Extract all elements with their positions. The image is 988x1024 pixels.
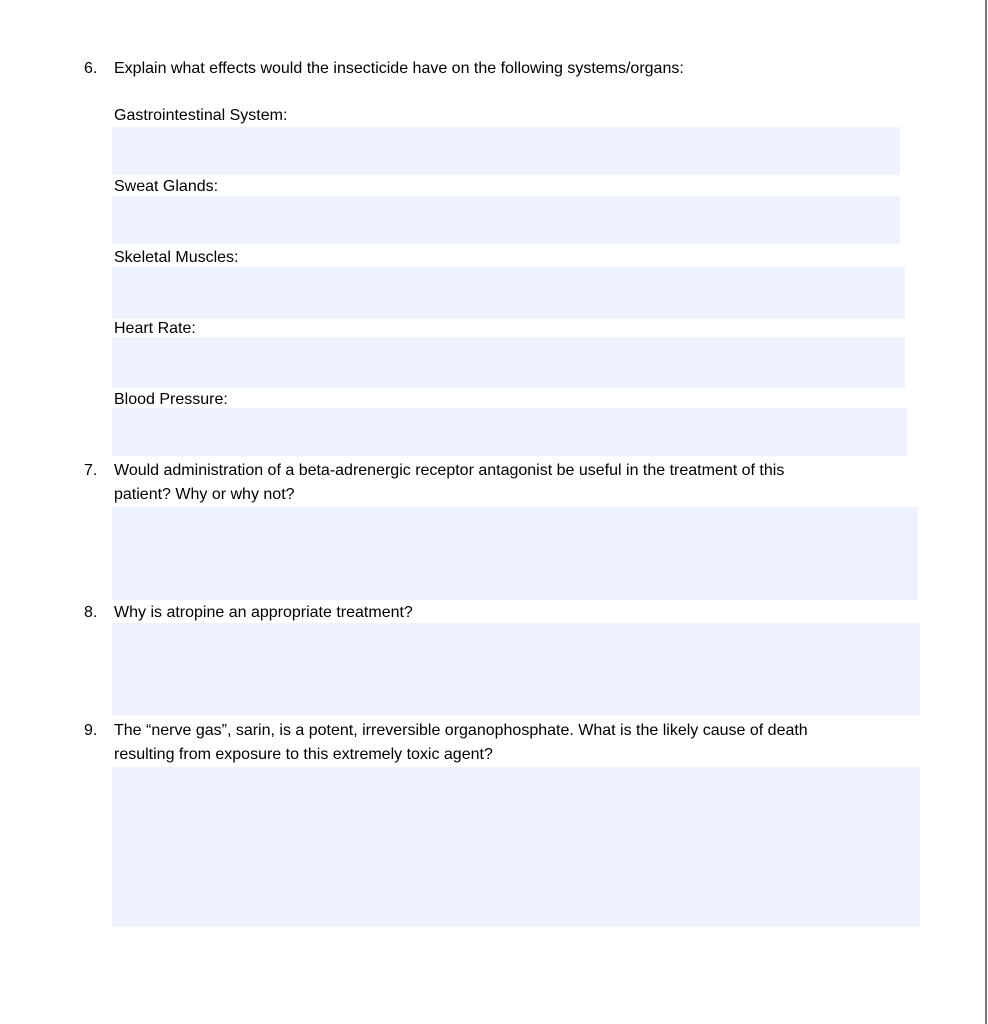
heart-rate-answer-field[interactable] (112, 337, 905, 388)
question-7-line-1: Would administration of a beta-adrenergic receptor antagonist be useful in the treatment of this (114, 462, 785, 479)
question-9-line-2: resulting from exposure to this extremely toxic agent? (114, 746, 493, 763)
question-9-answer-field[interactable] (112, 767, 920, 927)
skeletal-muscles-label: Skeletal Muscles: (114, 249, 239, 266)
gastrointestinal-label: Gastrointestinal System: (114, 107, 288, 124)
gastrointestinal-answer-field[interactable] (112, 127, 900, 175)
page-edge-divider (985, 0, 987, 1024)
question-6-number: 6. (84, 60, 98, 77)
question-7-number: 7. (84, 462, 98, 479)
question-8-answer-field[interactable] (112, 623, 920, 715)
skeletal-muscles-answer-field[interactable] (112, 267, 905, 319)
question-7-line-2: patient? Why or why not? (114, 486, 295, 503)
blood-pressure-answer-field[interactable] (112, 408, 907, 456)
question-7-answer-field[interactable] (112, 507, 918, 600)
question-9-line-1: The “nerve gas”, sarin, is a potent, irreversible organophosphate. What is the likely cause of death (114, 722, 808, 739)
sweat-glands-label: Sweat Glands: (114, 178, 219, 195)
heart-rate-label: Heart Rate: (114, 320, 196, 337)
blood-pressure-label: Blood Pressure: (114, 391, 228, 408)
question-6-text: Explain what effects would the insecticide have on the following systems/organs: (114, 60, 684, 77)
sweat-glands-answer-field[interactable] (112, 196, 900, 244)
question-8-number: 8. (84, 604, 98, 621)
question-9-number: 9. (84, 722, 98, 739)
question-8-text: Why is atropine an appropriate treatment? (114, 604, 413, 621)
